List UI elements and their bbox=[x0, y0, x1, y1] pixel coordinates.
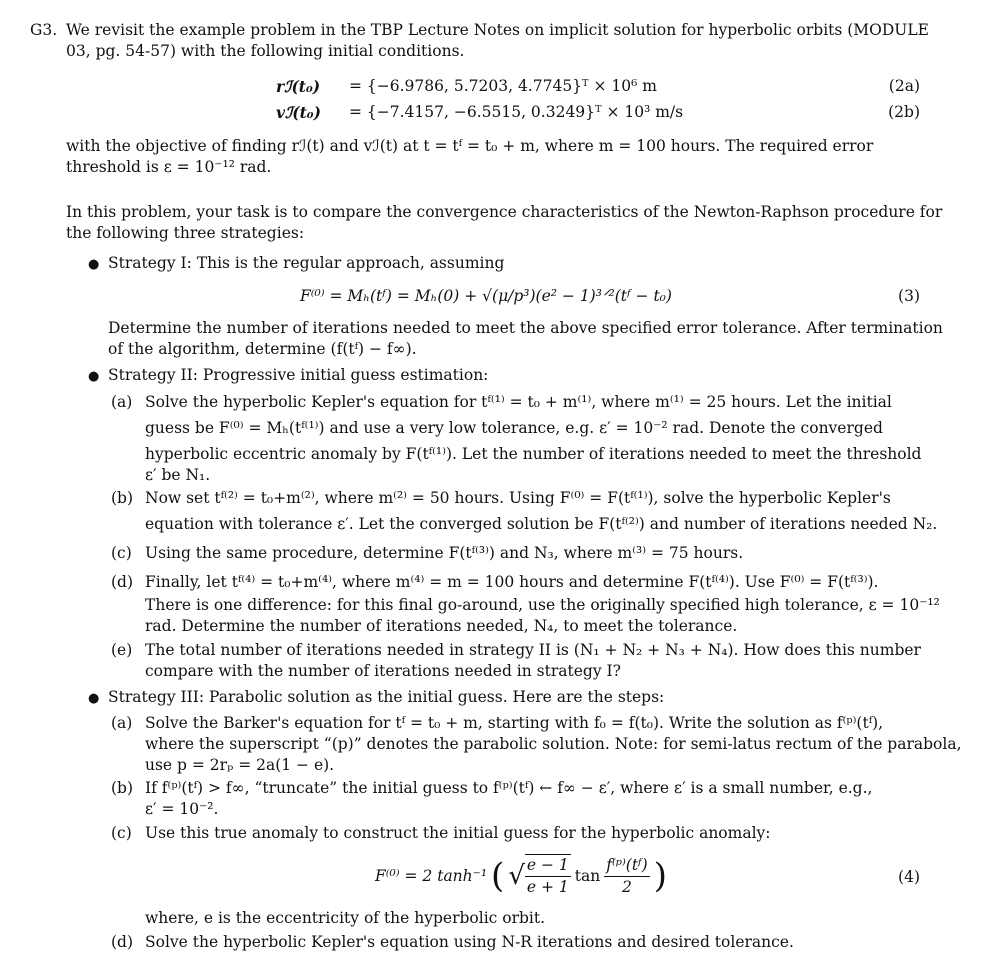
eq4-number: (4) bbox=[898, 868, 920, 886]
eq2a-number: (2a) bbox=[888, 77, 920, 95]
eq4-lhs: F⁽⁰⁾ = 2 tanh⁻¹ bbox=[375, 866, 488, 885]
right-paren: ) bbox=[653, 856, 667, 896]
strategy2-e-label: (e) bbox=[111, 641, 133, 659]
strategy3-a-line-1: Solve the Barker's equation for tᶠ = t₀ + m, starting with f₀ = f(t₀). Write the solution as f⁽ᵖ⁾(tᶠ), bbox=[145, 714, 884, 732]
strategy1-heading: Strategy I: This is the regular approach, assuming bbox=[108, 254, 505, 272]
eq4-frac1-num: e − 1 bbox=[525, 855, 571, 877]
strategy2-heading: Strategy II: Progressive initial guess estimation: bbox=[108, 366, 489, 384]
strategy2-a-line-3: hyperbolic eccentric anomaly by F(tᶠ⁽¹⁾). Let the number of iterations needed to meet the threshold bbox=[145, 445, 922, 463]
bullet-icon: ● bbox=[88, 257, 100, 272]
strategy3-a-line-3: use p = 2rₚ = 2a(1 − e). bbox=[145, 756, 335, 774]
strategy2-d-label: (d) bbox=[111, 573, 134, 591]
strategy3-b-label: (b) bbox=[111, 779, 134, 797]
bullet-icon: ● bbox=[88, 691, 100, 706]
strategy1-text-1: Determine the number of iterations needed to meet the above specified error tolerance. After termination bbox=[108, 319, 943, 337]
strategy3-a-line-2: where the superscript “(p)” denotes the parabolic solution. Note: for semi-latus rectum of the parabola, bbox=[145, 735, 962, 753]
intro-line-1: We revisit the example problem in the TBP Lecture Notes on implicit solution for hyperbolic orbits (MODULE bbox=[66, 21, 929, 39]
strategy2-a-line-1: Solve the hyperbolic Kepler's equation for tᶠ⁽¹⁾ = t₀ + m⁽¹⁾, where m⁽¹⁾ = 25 hours. Let the initial bbox=[145, 393, 892, 411]
strategy2-b-line-1: Now set tᶠ⁽²⁾ = t₀+m⁽²⁾, where m⁽²⁾ = 50 hours. Using F⁽⁰⁾ = F(tᶠ⁽¹⁾), solve the hyperbolic Kepler's bbox=[145, 489, 891, 507]
eq2a-rhs: = {−6.9786, 5.7203, 4.7745}ᵀ × 10⁶ m bbox=[349, 77, 657, 95]
strategy3-c-label: (c) bbox=[111, 824, 132, 842]
bullet-icon: ● bbox=[88, 369, 100, 384]
eq3: F⁽⁰⁾ = Mₕ(tᶠ) = Mₕ(0) + √(μ/p³)(e² − 1)³ᐟ²(tᶠ − t₀) bbox=[300, 287, 672, 305]
eq4-frac2-den: 2 bbox=[622, 877, 632, 896]
strategy2-d-line-1: Finally, let tᶠ⁽⁴⁾ = t₀+m⁽⁴⁾, where m⁽⁴⁾ = m = 100 hours and determine F(tᶠ⁽⁴⁾). Use F⁽⁰⁾ = F(tᶠ⁽³⁾). bbox=[145, 573, 879, 591]
strategy2-c-line-1: Using the same procedure, determine F(tᶠ⁽³⁾) and N₃, where m⁽³⁾ = 75 hours. bbox=[145, 544, 744, 562]
task-line-2: the following three strategies: bbox=[66, 224, 305, 242]
eq2b-lhs: vℐ(t₀) bbox=[276, 103, 321, 122]
strategy2-e-line-2: compare with the number of iterations needed in strategy I? bbox=[145, 662, 621, 680]
eq2b-number: (2b) bbox=[888, 103, 920, 121]
eq2a-lhs: rℐ(t₀) bbox=[276, 77, 321, 96]
strategy2-a-label: (a) bbox=[111, 393, 133, 411]
eq4-frac2 bbox=[604, 855, 649, 898]
strategy2-e-line-1: The total number of iterations needed in strategy II is (N₁ + N₂ + N₃ + N₄). How does this number bbox=[145, 641, 921, 659]
strategy2-d-line-3: rad. Determine the number of iterations needed, N₄, to meet the tolerance. bbox=[145, 617, 738, 635]
strategy3-c-line-1: Use this true anomaly to construct the initial guess for the hyperbolic anomaly: bbox=[145, 824, 771, 842]
left-paren: ( bbox=[491, 856, 505, 896]
intro-line-2: 03, pg. 54-57) with the following initial conditions. bbox=[66, 42, 465, 60]
strategy2-b-line-2: equation with tolerance ε′. Let the converged solution be F(tᶠ⁽²⁾) and number of iterations needed N₂. bbox=[145, 515, 938, 533]
eq4-frac2-num: f⁽ᵖ⁾(tᶠ) bbox=[604, 855, 649, 877]
strategy2-c-label: (c) bbox=[111, 544, 132, 562]
eq4-tan: tan bbox=[574, 866, 601, 885]
strategy3-a-label: (a) bbox=[111, 714, 133, 732]
objective-line-2: threshold is ε = 10⁻¹² rad. bbox=[66, 158, 272, 176]
eq4-frac1 bbox=[525, 854, 571, 898]
task-line-1: In this problem, your task is to compare the convergence characteristics of the Newton-Raphson procedure for bbox=[66, 203, 943, 221]
strategy3-d-line-1: Solve the hyperbolic Kepler's equation using N-R iterations and desired tolerance. bbox=[145, 933, 794, 951]
eq3-number: (3) bbox=[898, 287, 920, 305]
strategy3-c-after: where, e is the eccentricity of the hyperbolic orbit. bbox=[145, 909, 546, 927]
problem-label: G3. bbox=[30, 21, 58, 39]
strategy2-d-line-2: There is one difference: for this final go-around, use the originally specified high tolerance, ε = 10⁻¹² bbox=[145, 596, 940, 614]
strategy2-a-line-4: ε′ be N₁. bbox=[145, 466, 211, 484]
strategy3-b-line-1: If f⁽ᵖ⁾(tᶠ) > f∞, “truncate” the initial guess to f⁽ᵖ⁾(tᶠ) ← f∞ − ε′, where ε′ is a small number, e.g., bbox=[145, 779, 873, 797]
sqrt-sign: √ bbox=[508, 861, 525, 891]
strategy3-d-label: (d) bbox=[111, 933, 134, 951]
strategy3-heading: Strategy III: Parabolic solution as the initial guess. Here are the steps: bbox=[108, 688, 665, 706]
eq4 bbox=[375, 850, 667, 902]
strategy3-b-line-2: ε′ = 10⁻². bbox=[145, 800, 219, 818]
strategy2-a-line-2: guess be F⁽⁰⁾ = Mₕ(tᶠ⁽¹⁾) and use a very low tolerance, e.g. ε′ = 10⁻² rad. Denote the converged bbox=[145, 419, 883, 437]
objective-line-1: with the objective of finding rℐ(t) and vℐ(t) at t = tᶠ = t₀ + m, where m = 100 hours. The required error bbox=[66, 137, 874, 155]
eq4-frac1-den: e + 1 bbox=[526, 878, 569, 896]
eq2b-rhs: = {−7.4157, −6.5515, 0.3249}ᵀ × 10³ m/s bbox=[349, 103, 684, 121]
strategy1-text-2: of the algorithm, determine (f(tᶠ) − f∞). bbox=[108, 340, 417, 358]
strategy2-b-label: (b) bbox=[111, 489, 134, 507]
